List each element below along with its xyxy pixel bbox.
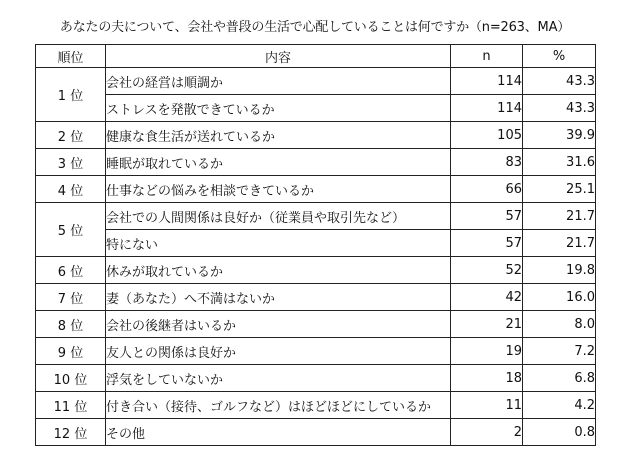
rank-cell: 8 位 (36, 311, 106, 338)
table-caption: あなたの夫について、会社や普段の生活で心配していることは何ですか（n=263、MA） (59, 20, 571, 35)
table-row (36, 311, 596, 338)
pct-cell: 43.3 (523, 95, 596, 122)
table-row (36, 95, 596, 122)
n-cell: 114 (451, 68, 523, 95)
rank-cell: 2 位 (36, 122, 106, 149)
content-cell: 仕事などの悩みを相談できているか (106, 176, 451, 203)
n-cell: 2 (451, 419, 523, 446)
table-row (36, 419, 596, 446)
n-cell: 42 (451, 284, 523, 311)
content-cell: 休みが取れているか (106, 257, 451, 284)
table-row (36, 338, 596, 365)
rank-cell: 5 位 (36, 203, 106, 257)
rank-cell: 6 位 (36, 257, 106, 284)
content-cell: ストレスを発散できているか (106, 95, 451, 122)
table-row (36, 68, 596, 95)
pct-cell: 31.6 (523, 149, 596, 176)
table-row (36, 122, 596, 149)
rank-cell: 7 位 (36, 284, 106, 311)
rank-cell: 10 位 (36, 365, 106, 392)
n-cell: 11 (451, 392, 523, 419)
n-cell: 18 (451, 365, 523, 392)
pct-cell: 39.9 (523, 122, 596, 149)
content-cell: 会社での人間関係は良好か（従業員や取引先など） (106, 203, 451, 230)
rank-cell: 9 位 (36, 338, 106, 365)
content-cell: 睡眠が取れているか (106, 149, 451, 176)
table-row (36, 203, 596, 230)
table-row (36, 365, 596, 392)
content-cell: 付き合い（接待、ゴルフなど）はほどほどにしているか (106, 392, 451, 419)
table-row (36, 284, 596, 311)
n-cell: 57 (451, 203, 523, 230)
content-cell: 健康な食生活が送れているか (106, 122, 451, 149)
pct-cell: 16.0 (523, 284, 596, 311)
pct-cell: 6.8 (523, 365, 596, 392)
rank-cell: 1 位 (36, 68, 106, 122)
table-row (36, 257, 596, 284)
content-cell: 特にない (106, 230, 451, 257)
table-row (36, 392, 596, 419)
n-cell: 19 (451, 338, 523, 365)
table-row (36, 230, 596, 257)
table-row (36, 149, 596, 176)
content-cell: 妻（あなた）へ不満はないか (106, 284, 451, 311)
n-cell: 114 (451, 95, 523, 122)
rank-cell: 12 位 (36, 419, 106, 446)
header-pct: % (523, 45, 596, 68)
header-row (36, 45, 596, 68)
pct-cell: 0.8 (523, 419, 596, 446)
content-cell: その他 (106, 419, 451, 446)
content-cell: 友人との関係は良好か (106, 338, 451, 365)
pct-cell: 43.3 (523, 68, 596, 95)
ranking-table (35, 44, 596, 446)
rank-cell: 11 位 (36, 392, 106, 419)
header-n: n (451, 45, 523, 68)
header-rank: 順位 (36, 45, 106, 68)
rank-cell: 3 位 (36, 149, 106, 176)
n-cell: 57 (451, 230, 523, 257)
content-cell: 会社の後継者はいるか (106, 311, 451, 338)
n-cell: 105 (451, 122, 523, 149)
n-cell: 21 (451, 311, 523, 338)
content-cell: 浮気をしていないか (106, 365, 451, 392)
n-cell: 83 (451, 149, 523, 176)
header-content: 内容 (106, 45, 451, 68)
pct-cell: 25.1 (523, 176, 596, 203)
pct-cell: 7.2 (523, 338, 596, 365)
rank-cell: 4 位 (36, 176, 106, 203)
pct-cell: 21.7 (523, 230, 596, 257)
pct-cell: 19.8 (523, 257, 596, 284)
pct-cell: 8.0 (523, 311, 596, 338)
n-cell: 66 (451, 176, 523, 203)
n-cell: 52 (451, 257, 523, 284)
pct-cell: 21.7 (523, 203, 596, 230)
content-cell: 会社の経営は順調か (106, 68, 451, 95)
table-row (36, 176, 596, 203)
pct-cell: 4.2 (523, 392, 596, 419)
